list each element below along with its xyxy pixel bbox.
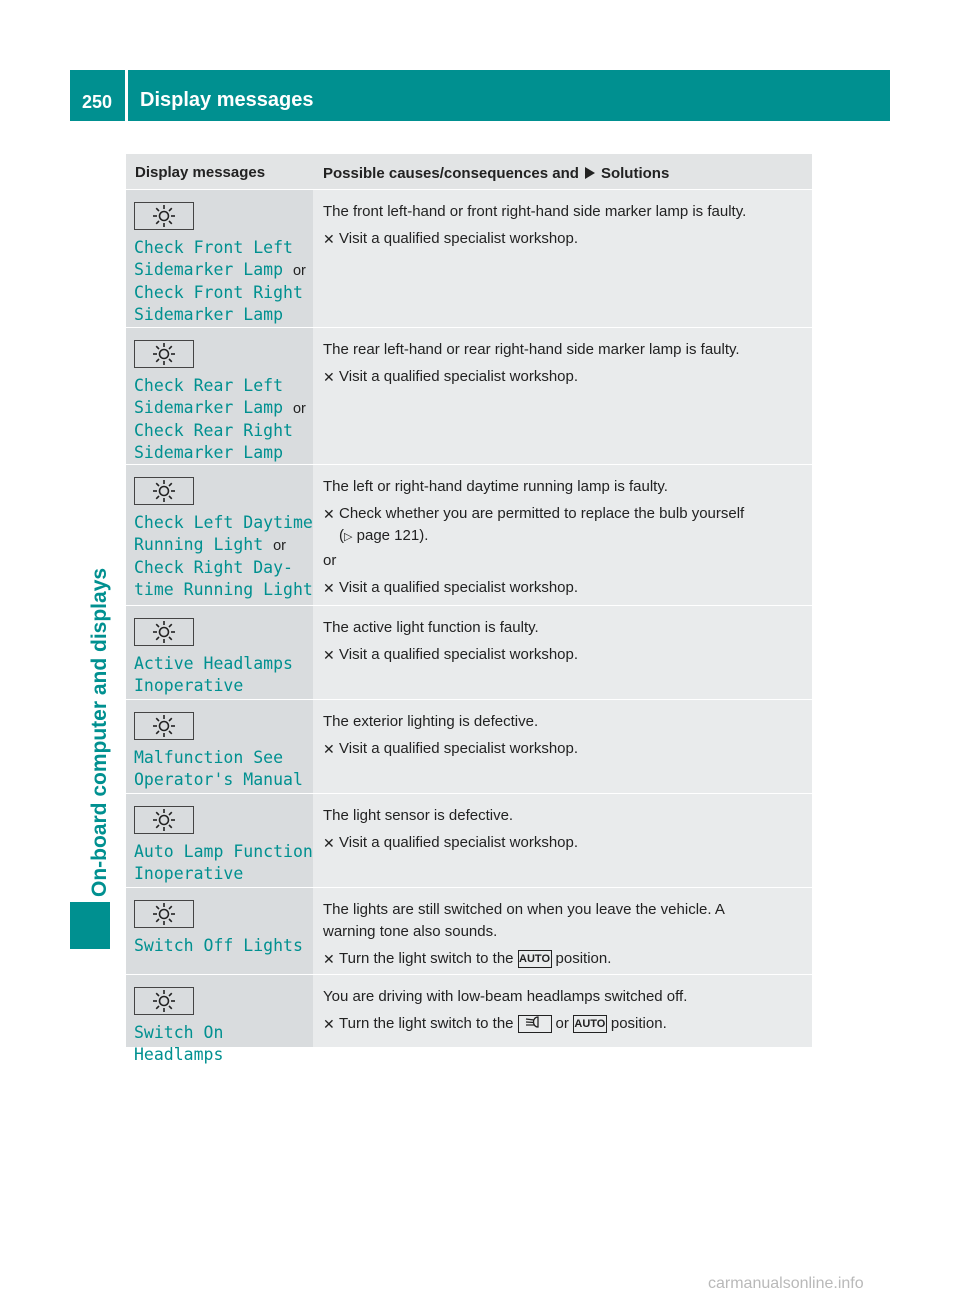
bullet-icon: ✕	[323, 231, 335, 247]
or-text: or	[292, 262, 306, 279]
message-line: Check Left Daytime	[134, 513, 313, 532]
message-line: time Running Light	[134, 579, 313, 599]
solution-cell	[313, 606, 812, 699]
table-row	[126, 605, 812, 699]
side-tab-marker	[70, 902, 110, 949]
side-label-text: On-board computer and displays	[88, 567, 111, 897]
page-header	[70, 70, 890, 121]
arrow-right-icon	[585, 167, 595, 179]
bullet-icon: ✕	[323, 741, 335, 757]
col2-text: Possible causes/consequences and	[323, 165, 579, 182]
action-text: Turn the light switch to the	[339, 1015, 514, 1032]
table-row	[126, 793, 812, 887]
auto-light-symbol-icon: AUTO	[573, 1015, 607, 1033]
bullet-icon: ✕	[323, 580, 335, 596]
solution-cell	[313, 190, 812, 327]
message-line: Auto Lamp Function	[134, 842, 313, 861]
header-title: Display messages	[140, 89, 314, 111]
action-text: Visit a qualified specialist workshop.	[339, 740, 579, 757]
cause-text: The front left-hand or front right-hand side marker lamp is faulty.	[323, 203, 747, 220]
cause-text: The light sensor is defective.	[323, 807, 514, 824]
action-text: position.	[610, 1015, 667, 1032]
message-cell	[126, 794, 313, 887]
bulb-warning-icon	[134, 987, 194, 1015]
solution-cell	[313, 794, 812, 887]
auto-light-symbol-icon: AUTO	[518, 950, 552, 968]
solution-cell	[313, 700, 812, 793]
message-line: Check Rear Left	[134, 376, 284, 395]
message-cell	[126, 606, 313, 699]
page-ref-link[interactable]: page 121).	[356, 527, 429, 544]
message-line: Sidemarker Lamp	[134, 397, 284, 417]
bullet-icon: ✕	[323, 506, 335, 522]
message-cell	[126, 190, 313, 327]
message-cell	[126, 465, 313, 605]
message-line: Operator's Manual	[134, 769, 303, 789]
bulb-warning-icon	[134, 900, 194, 928]
bullet-icon: ✕	[323, 647, 335, 663]
bullet-icon: ✕	[323, 951, 335, 967]
table-row	[126, 699, 812, 793]
col-causes-solutions	[313, 154, 812, 189]
action-text: Visit a qualified specialist workshop.	[339, 230, 579, 247]
bulb-warning-icon	[134, 712, 194, 740]
message-line: Sidemarker Lamp	[134, 304, 284, 324]
action-text: Visit a qualified specialist workshop.	[339, 646, 579, 663]
display-messages-table	[126, 154, 812, 1064]
table-header	[126, 154, 812, 189]
bullet-icon: ✕	[323, 1016, 335, 1032]
bulb-warning-icon	[134, 477, 194, 505]
message-line: Check Front Left	[134, 238, 293, 257]
table-row	[126, 189, 812, 327]
or-text: or	[292, 400, 306, 417]
action-text: position.	[555, 950, 612, 967]
low-beam-symbol-icon	[518, 1015, 552, 1033]
or-text: or	[323, 552, 337, 569]
bullet-icon: ✕	[323, 369, 335, 385]
cause-text: The exterior lighting is defective.	[323, 713, 539, 730]
bullet-icon: ✕	[323, 835, 335, 851]
message-line: Inoperative	[134, 675, 244, 695]
col-display-messages: Display messages	[135, 164, 266, 181]
cause-text: The left or right-hand daytime running lamp is faulty.	[323, 478, 668, 495]
bulb-warning-icon	[134, 202, 194, 230]
message-line: Malfunction See	[134, 748, 284, 767]
message-line: Inoperative	[134, 863, 244, 883]
message-cell	[126, 328, 313, 464]
bulb-warning-icon	[134, 340, 194, 368]
or-text: or	[555, 1015, 569, 1032]
header-divider	[125, 70, 128, 121]
side-section-label	[86, 535, 113, 897]
bulb-warning-icon	[134, 806, 194, 834]
message-line: Active Headlamps	[134, 654, 293, 673]
cause-text: The rear left-hand or rear right-hand side marker lamp is faulty.	[323, 341, 740, 358]
col2-suffix: Solutions	[600, 165, 670, 182]
message-line: Check Right Day‐	[134, 558, 293, 577]
page-ref-arrow-icon: ▷	[344, 531, 353, 543]
solution-cell	[313, 975, 812, 1047]
table-row	[126, 974, 812, 1064]
table-row	[126, 464, 812, 605]
bulb-warning-icon	[134, 618, 194, 646]
action-text: Turn the light switch to the	[339, 950, 514, 967]
solution-cell: The left or right-hand daytime running lamp is faulty. ✕ Check whether you are permitted to replace the bulb yourself (▷ page 121). or ✕ Visit a qualified specialist workshop.	[313, 465, 812, 605]
message-line: Running Light	[134, 534, 264, 554]
action-text: Visit a qualified specialist workshop.	[339, 579, 579, 596]
or-text: or	[273, 537, 286, 554]
message-line: Switch On Headlamps	[134, 1023, 224, 1064]
message-line: Check Front Right	[134, 283, 303, 302]
action-text: Visit a qualified specialist workshop.	[339, 368, 579, 385]
cause-text: You are driving with low-beam headlamps switched off.	[323, 988, 688, 1005]
cause-text: The lights are still switched on when you leave the vehicle. A	[323, 901, 725, 918]
message-line: Sidemarker Lamp	[134, 259, 284, 279]
action-text: Visit a qualified specialist workshop.	[339, 834, 579, 851]
message-cell	[126, 700, 313, 793]
table-row	[126, 327, 812, 464]
cause-text: The active light function is faulty.	[323, 619, 539, 636]
action-text: Check whether you are permitted to replace the bulb yourself	[339, 505, 745, 522]
solution-cell	[313, 328, 812, 464]
cause-text: warning tone also sounds.	[323, 923, 498, 940]
table-row	[126, 887, 812, 974]
message-line: Check Rear Right	[134, 421, 293, 440]
solution-cell	[313, 888, 812, 974]
page-number: 250	[82, 92, 113, 112]
message-line: Sidemarker Lamp	[134, 442, 284, 462]
message-cell	[126, 975, 313, 1064]
message-cell	[126, 888, 313, 974]
watermark: carmanualsonline.info	[708, 1275, 864, 1292]
message-line: Switch Off Lights	[134, 936, 303, 955]
